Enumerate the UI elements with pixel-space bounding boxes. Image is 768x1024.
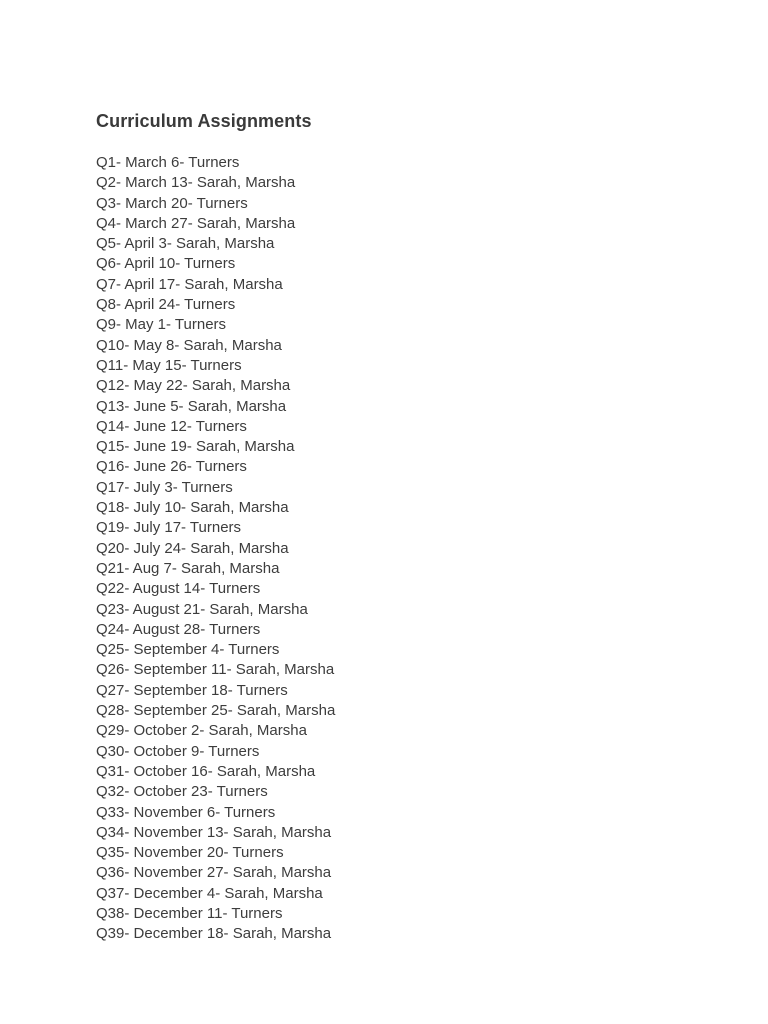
- assignment-item: Q31- October 16- Sarah, Marsha: [96, 762, 316, 780]
- assignment-list: [96, 153, 728, 945]
- assignment-item: Q9- May 1- Turners: [96, 316, 227, 334]
- assignment-item: Q20- July 24- Sarah, Marsha: [96, 539, 289, 557]
- assignment-item: Q35- November 20- Turners: [96, 844, 284, 862]
- assignment-item: Q37- December 4- Sarah, Marsha: [96, 884, 323, 902]
- assignment-item: Q34- November 13- Sarah, Marsha: [96, 823, 332, 841]
- assignment-item: Q26- September 11- Sarah, Marsha: [96, 661, 335, 679]
- assignment-item: Q22- August 14- Turners: [96, 580, 261, 598]
- assignment-item: Q15- June 19- Sarah, Marsha: [96, 438, 295, 456]
- assignment-item: Q23- August 21- Sarah, Marsha: [96, 600, 308, 618]
- assignment-item: Q18- July 10- Sarah, Marsha: [96, 499, 289, 517]
- assignment-item: Q25- September 4- Turners: [96, 641, 280, 659]
- assignment-item: Q16- June 26- Turners: [96, 458, 247, 476]
- assignment-item: Q19- July 17- Turners: [96, 519, 242, 537]
- assignment-item: Q13- June 5- Sarah, Marsha: [96, 397, 287, 415]
- assignment-item: Q27- September 18- Turners: [96, 681, 288, 699]
- assignment-item: Q4- March 27- Sarah, Marsha: [96, 214, 296, 232]
- assignment-item: Q5- April 3- Sarah, Marsha: [96, 235, 275, 253]
- assignment-item: Q36- November 27- Sarah, Marsha: [96, 864, 332, 882]
- assignment-item: Q29- October 2- Sarah, Marsha: [96, 722, 307, 740]
- assignment-item: Q39- December 18- Sarah, Marsha: [96, 925, 332, 943]
- assignment-item: Q2- March 13- Sarah, Marsha: [96, 174, 296, 192]
- assignment-item: Q8- April 24- Turners: [96, 296, 236, 314]
- assignment-item: Q33- November 6- Turners: [96, 803, 276, 821]
- assignment-item: Q1- March 6- Turners: [96, 154, 240, 171]
- assignment-item: Q21- Aug 7- Sarah, Marsha: [96, 559, 280, 577]
- assignment-item: Q14- June 12- Turners: [96, 417, 247, 435]
- assignment-item: Q32- October 23- Turners: [96, 783, 268, 801]
- assignment-item: Q28- September 25- Sarah, Marsha: [96, 702, 336, 720]
- assignment-item: Q12- May 22- Sarah, Marsha: [96, 377, 291, 395]
- assignment-item: Q24- August 28- Turners: [96, 620, 261, 638]
- document-body: [96, 109, 728, 945]
- assignment-item: Q6- April 10- Turners: [96, 255, 236, 273]
- assignment-item: Q10- May 8- Sarah, Marsha: [96, 336, 282, 354]
- document-title: Curriculum Assignments: [96, 111, 312, 131]
- assignment-item: Q17- July 3- Turners: [96, 478, 233, 496]
- assignment-item: Q30- October 9- Turners: [96, 742, 260, 760]
- assignment-item: Q7- April 17- Sarah, Marsha: [96, 275, 283, 293]
- assignment-item: Q3- March 20- Turners: [96, 194, 248, 212]
- assignment-item: Q11- May 15- Turners: [96, 356, 242, 374]
- assignment-item: Q38- December 11- Turners: [96, 904, 283, 922]
